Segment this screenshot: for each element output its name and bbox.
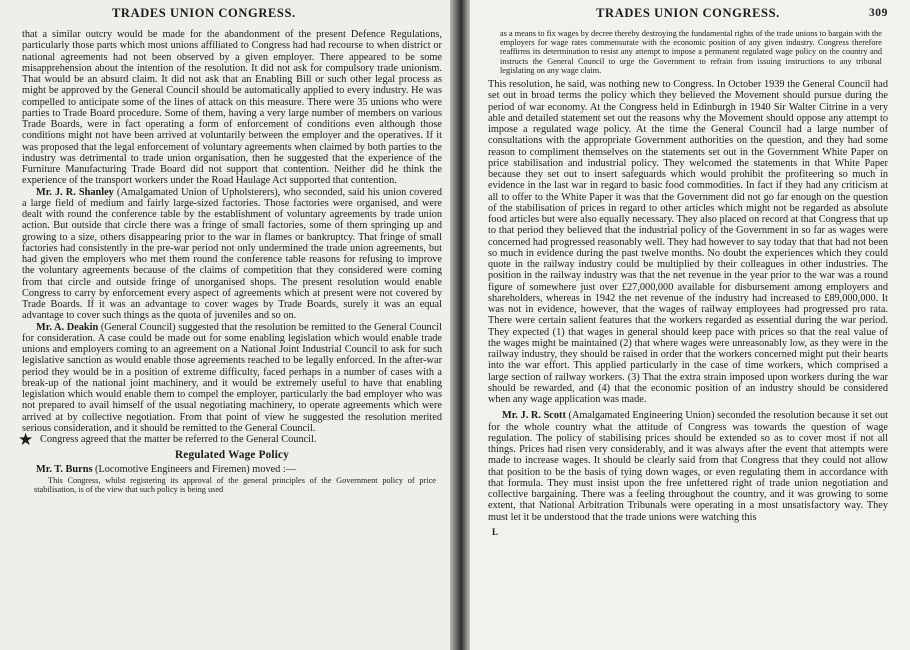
scott-paragraph xyxy=(488,410,888,523)
section-heading: Regulated Wage Policy xyxy=(175,449,289,462)
left-running-head: TRADES UNION CONGRESS. xyxy=(112,6,296,20)
scott-text: (Amalgamated Engineering Union) seconded the resolution because it set out for the whole country what the attitude of Congress was towards the question of wage regulation. The policy of stabilising prices should be extended so as to cover most if not all things. Prices had risen very considerably, and it was always after the event that attempts were made to increase wages. It should be clearly said from that Congress that they could not allow that position to be the basis of tying down wages, or even regulating them in accordance with that formula. They must insist upon the free unfettered right of trade union negotiation and collective bargaining. There was a feeling throughout the country, and it was growing to some extent, that National Arbitration Tribunals were operating in a most unsatisfactory way. They must let it be understood that the trade unions were watching this xyxy=(488,410,888,523)
signature-mark: L xyxy=(492,526,499,537)
book-gutter xyxy=(450,0,470,650)
star-icon: ★ xyxy=(18,430,34,449)
page-number: 309 xyxy=(868,7,888,19)
burns-text: (Locomotive Engineers and Firemen) moved :— xyxy=(92,464,297,476)
burns-speech-paragraph: This resolution, he said, was nothing new to Congress. In October 1939 the General Council had set out in broad terms the policy which they believed the Movement should pursue during the period of war economy. At the Congress held in Edinburgh in 1940 Sir Walter Citrine in a very able and detailed statement set out the reasons why the Movement should oppose any attempt to impose a regulated wage policy. At the time the General Council had a large number of consultations with the appropriate Government authorities on the question, and they had some reason to compliment themselves on the statements set out in the Government White Paper on price stabilisation and industrial policy. They welcomed the statements in that White Paper because they set out to insert safeguards which would prohibit the profiteering so much in evidence in the last war in regard to basic food commodities. In fact if they had any criticism at all to offer to the White Paper it was that the Government did not go far enough on the question of the stabilisation of prices in regard to other articles which might not be regarded as absolute food articles but were also equally necessary. They also placed on record at that Congress that up to that period they believed that the industrial policy of the Government in so far as wages were concerned had progressed reasonably well. They had however to say today that that had not been so much in evidence during the past twelve months. No doubt the experiences which they could quote in the railway industry could be multiplied by their colleagues in other industries. The position in the railway industry was that the net revenue in the year prior to the war was a round figure of somewhere just over £27,000,000 available for disbursement among employers and shareholders, whereas in 1942 the net revenue of the industry had increased to £89,000,000. It was not in evidence, however, that the wages of railway employees had progressed pro rata. There were certain salient features that the workers regarded as essential during the war period. They expected (1) that wages in general should keep pace with prices so that the real value of the wages might be maintained (2) that where wages were unreasonably low, as they were in the railway industry, they should be raised in order that the workers concerned might put their hearts into the war effort. This applied particularly in the case of time workers, which comprised a large section of railway workers. (3) That the extra strain imposed upon workers during the war should be rewarded, and (4) that the economic position of an industry should be considered when any wage application was made. xyxy=(488,79,888,406)
right-running-head-text: TRADES UNION CONGRESS. xyxy=(596,6,780,20)
burns-paragraph xyxy=(22,464,442,475)
right-running-head xyxy=(488,6,888,20)
deakin-paragraph xyxy=(22,322,442,435)
shanley-paragraph xyxy=(22,187,442,322)
left-page xyxy=(0,0,450,650)
right-page xyxy=(470,0,910,650)
deakin-speaker: Mr. A. Deakin xyxy=(36,321,99,333)
motion-text-start: This Congress, whilst registering its approval of the general principles of the Government policy of price stabilisation, is of the view that such policy is being used xyxy=(34,475,436,494)
shanley-speaker: Mr. J. R. Shanley xyxy=(36,186,114,198)
decision-text: Congress agreed that the matter be referred to the General Council. xyxy=(40,434,317,445)
decision-line xyxy=(18,430,442,449)
scott-speaker: Mr. J. R. Scott xyxy=(502,410,566,422)
burns-speaker: Mr. T. Burns xyxy=(36,464,93,476)
shanley-text: (Amalgamated Union of Upholsterers), who seconded, said his union covered a large field of medium and fairly large-sized factories. Those factories were organised, and were dealt with round the conference table by the establishment of voluntary agreements by trade union action. But outside that circle there was a fringe of small factories, some of them springing up and growing to a size, others disappearing prior to the war in flames or bankruptcy. That fringe of small factories had consistently in the pre-war period not only undermined the trade union agreements, but had given the employers who met them round the conference table reasons for refusing to improve the voluntary agreements because of the claims of competition that they considered were coming from that circle and outside fringe of unorganised shops. The present resolution would enable Congress to carry by enforcement every aspect of agreements which at present were not covered by Trade Boards. If it was an advantage to cover wages by Trade Boards, surely it was an equal advantage to cover such things as the quota of juveniles and so on. xyxy=(22,186,442,322)
deakin-text: (General Council) suggested that the resolution be remitted to the General Council for consideration. A case could be made out for some enabling legislation which would enable trade unions and employers coming to an agreement on a National Joint Industrial Council to ask for such legislative sanction as would enable those agreements reached to be legally enforced. In the after-war period they would be in a position of extreme difficulty, faced perhaps in a number of cases with a break-up of the national joint machinery, and it would be extremely useful to have that enabling legislation which would enable them to compel the employer, particularly the bad employer who was not prepared to avail himself of the usual negotiating machinery, to operate agreements which were arrived at by collective negotiation. From that point of view he suggested the resolution merited serious consideration, and it should be remitted to the General Council. xyxy=(22,321,442,434)
left-opening-paragraph: that a similar outcry would be made for the abandonment of the present Defence Regulations, particularly those parts which most unions affiliated to Congress had had recourse to when district or national agreements had not been observed by a given employer. There appeared to be some misapprehension about the intention of the resolution. It did not ask for compulsory trade unionism. That would be an absurd claim. It did not ask that an Enabling Bill or such other legal process as might be approved by the General Council should be automatically applied to every industry. He was compelled to anticipate some of the lines of attack on this measure. There were 35 unions who were parties to Trade Board procedure. Some of them, having a very large number of members on various Trade Boards, were in fact operating a form of enforcement of conditions even although those conditions might not have been arrived at voluntarily between the employer and the operatives. If it was proposed that the legal enforcement of voluntary agreements when claimed by both parties to the industry was detrimental to trade union organisation, then he suggested that the experience of the Furniture Manufacturing Trade Board did not support that contention. Neither did he think the experience of the transport workers under the Road Haulage Act supported that contention. xyxy=(22,29,442,187)
motion-text-continued: as a means to fix wages by decree thereby destroying the fundamental rights of the trade unions to bargain with the employers for wage rates commensurate with the economic position of any given industry. Congress therefore reaffirms its determination to resist any attempt to impose a permanent regulated wage policy on the country and instructs the General Council to urge the Government to refrain from issuing instructions to any tribunal legislating on any wage claim. xyxy=(500,29,882,75)
